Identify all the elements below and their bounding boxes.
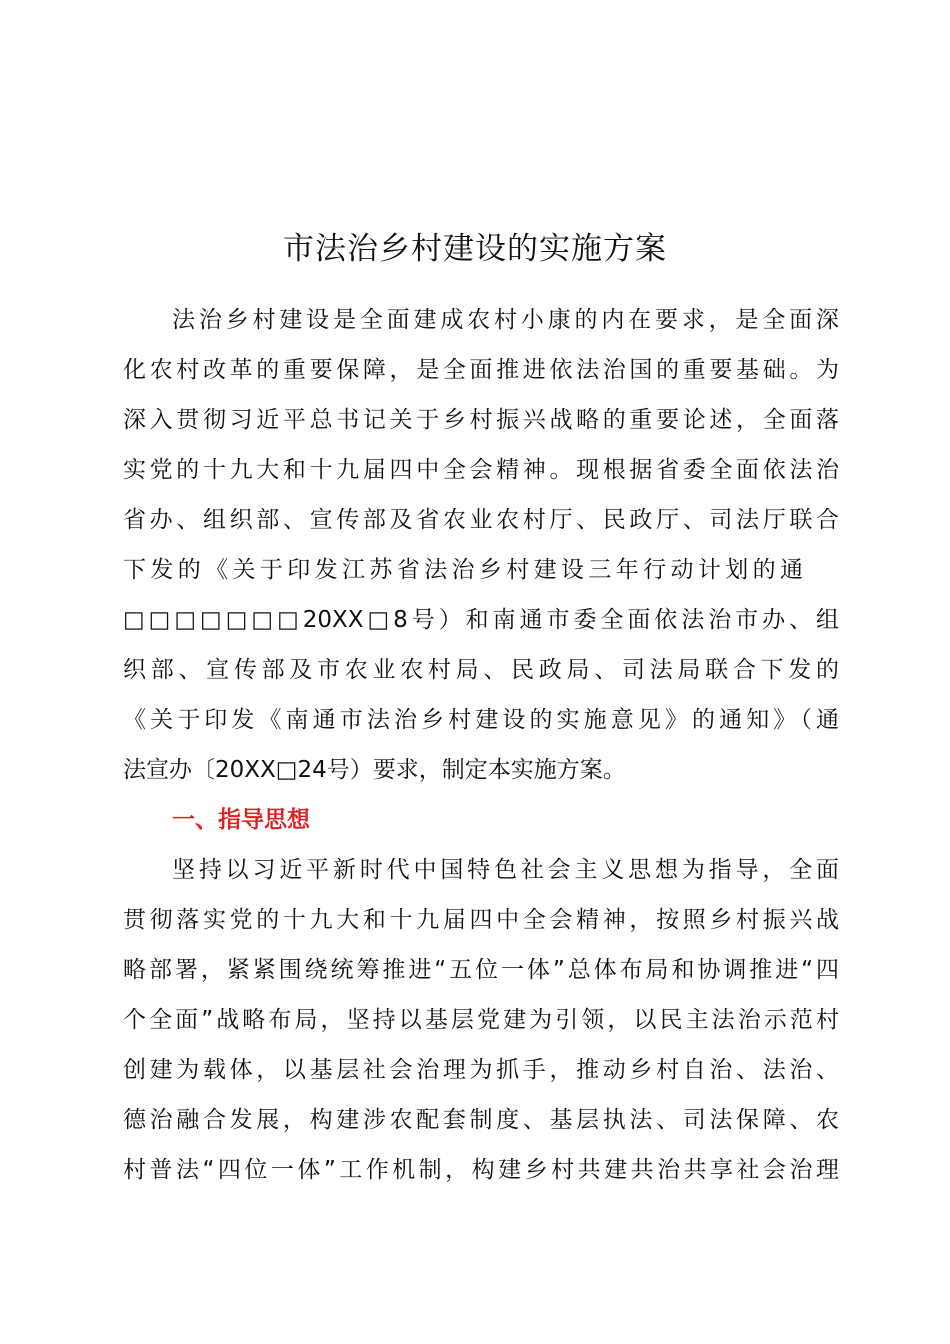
section-1-line-7: 村普法“四位一体”工作机制，构建乡村共建共治共享社会治理 bbox=[123, 1157, 839, 1183]
intro-line-7: □□□□□□□20XX□8号）和南通市委全面依法治市办、组 bbox=[123, 607, 839, 633]
intro-line-2: 化农村改革的重要保障，是全面推进依法治国的重要基础。为 bbox=[123, 357, 839, 383]
section-1-line-5: 创建为载体，以基层社会治理为抓手，推动乡村自治、法治、 bbox=[123, 1057, 839, 1083]
intro-line-9: 《关于印发《南通市法治乡村建设的实施意见》的通知》（通 bbox=[123, 707, 839, 733]
section-1-line-2: 贯彻落实党的十九大和十九届四中全会精神，按照乡村振兴战 bbox=[123, 907, 839, 933]
section-1-line-1: 坚持以习近平新时代中国特色社会主义思想为指导，全面 bbox=[172, 857, 839, 883]
intro-line-4: 实党的十九大和十九届四中全会精神。现根据省委全面依法治 bbox=[123, 457, 839, 483]
section-1-line-6: 德治融合发展，构建涉农配套制度、基层执法、司法保障、农 bbox=[123, 1107, 839, 1133]
intro-line-1: 法治乡村建设是全面建成农村小康的内在要求，是全面深 bbox=[172, 307, 839, 333]
section-1-heading: 一、指导思想 bbox=[172, 807, 310, 833]
intro-line-10: 法宣办〔20XX□24号）要求，制定本实施方案。 bbox=[123, 757, 626, 783]
document-title: 市法治乡村建设的实施方案 bbox=[283, 231, 667, 267]
intro-line-5: 省办、组织部、宣传部及省农业农村厅、民政厅、司法厅联合 bbox=[123, 507, 839, 533]
section-1-line-3: 略部署，紧紧围绕统筹推进“五位一体”总体布局和协调推进“四 bbox=[123, 957, 839, 983]
intro-line-6: 下发的《关于印发江苏省法治乡村建设三年行动计划的通 bbox=[123, 557, 803, 583]
intro-line-8: 织部、宣传部及市农业农村局、民政局、司法局联合下发的 bbox=[123, 657, 839, 683]
section-1-line-4: 个全面”战略布局，坚持以基层党建为引领，以民主法治示范村 bbox=[123, 1007, 839, 1033]
intro-line-3: 深入贯彻习近平总书记关于乡村振兴战略的重要论述，全面落 bbox=[123, 407, 839, 433]
